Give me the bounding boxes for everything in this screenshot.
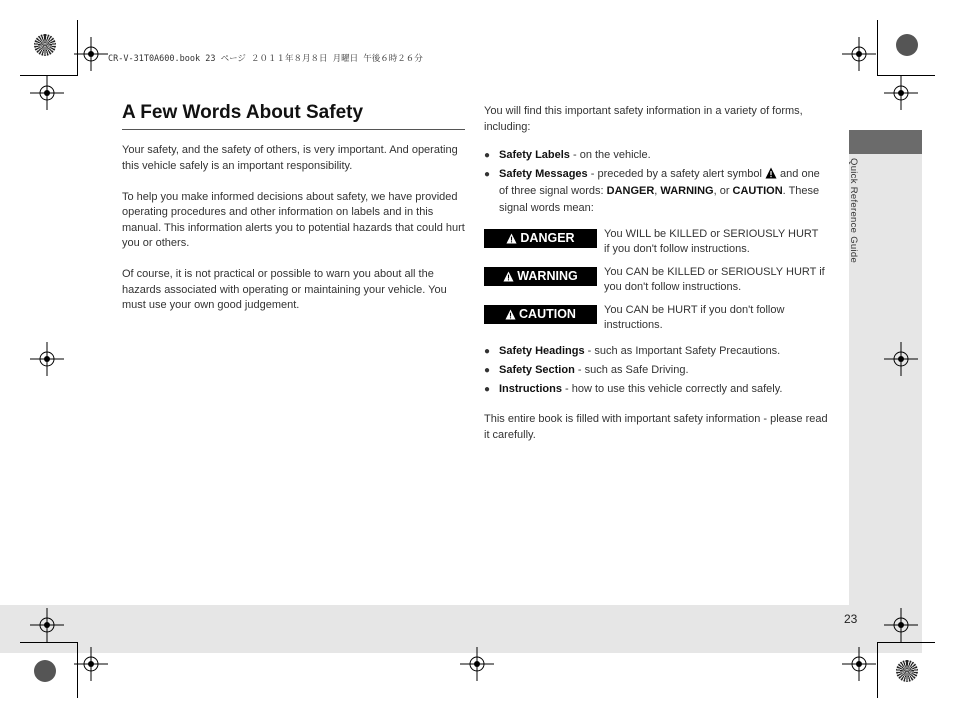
signal-description: You CAN be HURT if you don't follow instructions. <box>604 304 785 331</box>
bullet-text: - preceded by a safety alert symbol <box>587 168 765 180</box>
danger-badge <box>484 229 597 248</box>
signal-label: CAUTION <box>519 306 576 321</box>
sidebar-tab[interactable] <box>849 130 922 154</box>
page-title: A Few Words About Safety <box>122 102 465 130</box>
bullet-heading: Safety Headings <box>499 345 585 357</box>
closing-text: This entire book is filled with important safety information - please read it carefully. <box>484 413 828 441</box>
signal-word-table <box>484 227 829 333</box>
warning-badge <box>484 267 597 286</box>
signal-label: DANGER <box>520 230 575 245</box>
intro-text: You will find this important safety information in a variety of forms, including: <box>484 105 803 133</box>
list-item <box>484 166 829 217</box>
sidebar-strip <box>849 130 922 653</box>
registration-mark <box>30 342 64 376</box>
signal-row <box>484 303 829 333</box>
signal-row <box>484 265 829 295</box>
warning-triangle-icon <box>503 271 514 282</box>
paragraph: Your safety, and the safety of others, is very important. And operating this vehicle safely is an important responsibility. <box>122 144 458 172</box>
bullet-heading: Instructions <box>499 383 562 395</box>
signal-word: DANGER <box>606 185 655 197</box>
page-number: 23 <box>844 612 858 626</box>
bullet-text: - such as Important Safety Precautions. <box>584 345 781 357</box>
registration-mark <box>460 647 494 681</box>
crop-mark <box>877 642 878 698</box>
registration-mark <box>842 37 876 71</box>
bullet-heading: Safety Section <box>499 364 575 376</box>
footer-band <box>0 605 922 653</box>
warning-triangle-icon <box>506 233 517 244</box>
registration-mark <box>884 76 918 110</box>
caution-badge <box>484 305 597 324</box>
list-item <box>484 147 829 164</box>
rosette-mark <box>34 34 56 56</box>
list-item <box>484 362 829 379</box>
paragraph: To help you make informed decisions about safety, we have provided operating procedures and other information on labels and in this manual. This information alerts you to potential hazards that could hurt you or others. <box>122 190 465 249</box>
registration-mark <box>30 76 64 110</box>
signal-row <box>484 227 829 257</box>
crop-mark <box>20 642 78 643</box>
registration-mark <box>74 647 108 681</box>
registration-mark <box>74 37 108 71</box>
print-header: CR-V-31T0A600.book 23 ページ ２０１１年８月８日 月曜日 午後６時２６分 <box>108 54 423 64</box>
signal-word: WARNING <box>660 185 714 197</box>
bullet-list <box>484 147 829 217</box>
left-column <box>122 143 465 329</box>
signal-description: You CAN be KILLED or SERIOUSLY HURT if you don't follow instructions. <box>604 266 825 293</box>
crop-mark <box>877 75 935 76</box>
list-item <box>484 343 829 360</box>
sidebar-label: Quick Reference Guide <box>848 158 859 264</box>
registration-mark <box>30 608 64 642</box>
crop-mark <box>77 642 78 698</box>
bullet-text: . These signal words mean: <box>499 185 820 214</box>
safety-alert-icon <box>765 167 777 179</box>
rosette-mark <box>896 660 918 682</box>
bullet-text: - such as Safe Driving. <box>574 364 689 376</box>
right-column <box>484 104 829 443</box>
crop-mark <box>877 20 878 76</box>
bullet-list <box>484 343 829 398</box>
crop-mark <box>77 20 78 76</box>
crop-mark <box>20 75 78 76</box>
signal-word: CAUTION <box>732 185 783 197</box>
list-item <box>484 381 829 398</box>
separator: , <box>654 185 661 197</box>
registration-mark <box>884 342 918 376</box>
rosette-mark <box>34 660 56 682</box>
bullet-text: - on the vehicle. <box>569 149 651 161</box>
crop-mark <box>877 642 935 643</box>
registration-mark <box>842 647 876 681</box>
signal-description: You WILL be KILLED or SERIOUSLY HURT if you don't follow instructions. <box>604 228 819 255</box>
bullet-heading: Safety Messages <box>499 168 588 180</box>
rosette-mark <box>896 34 918 56</box>
bullet-heading: Safety Labels <box>499 149 570 161</box>
registration-mark <box>884 608 918 642</box>
bullet-text: - how to use this vehicle correctly and safely. <box>561 383 783 395</box>
warning-triangle-icon <box>505 309 516 320</box>
paragraph: Of course, it is not practical or possible to warn you about all the hazards associated with operating or maintaining your vehicle. You must use your own good judgement. <box>122 268 447 311</box>
bullet-text: and one of three signal words: <box>499 168 820 197</box>
signal-label: WARNING <box>517 268 578 283</box>
separator: , or <box>713 185 733 197</box>
